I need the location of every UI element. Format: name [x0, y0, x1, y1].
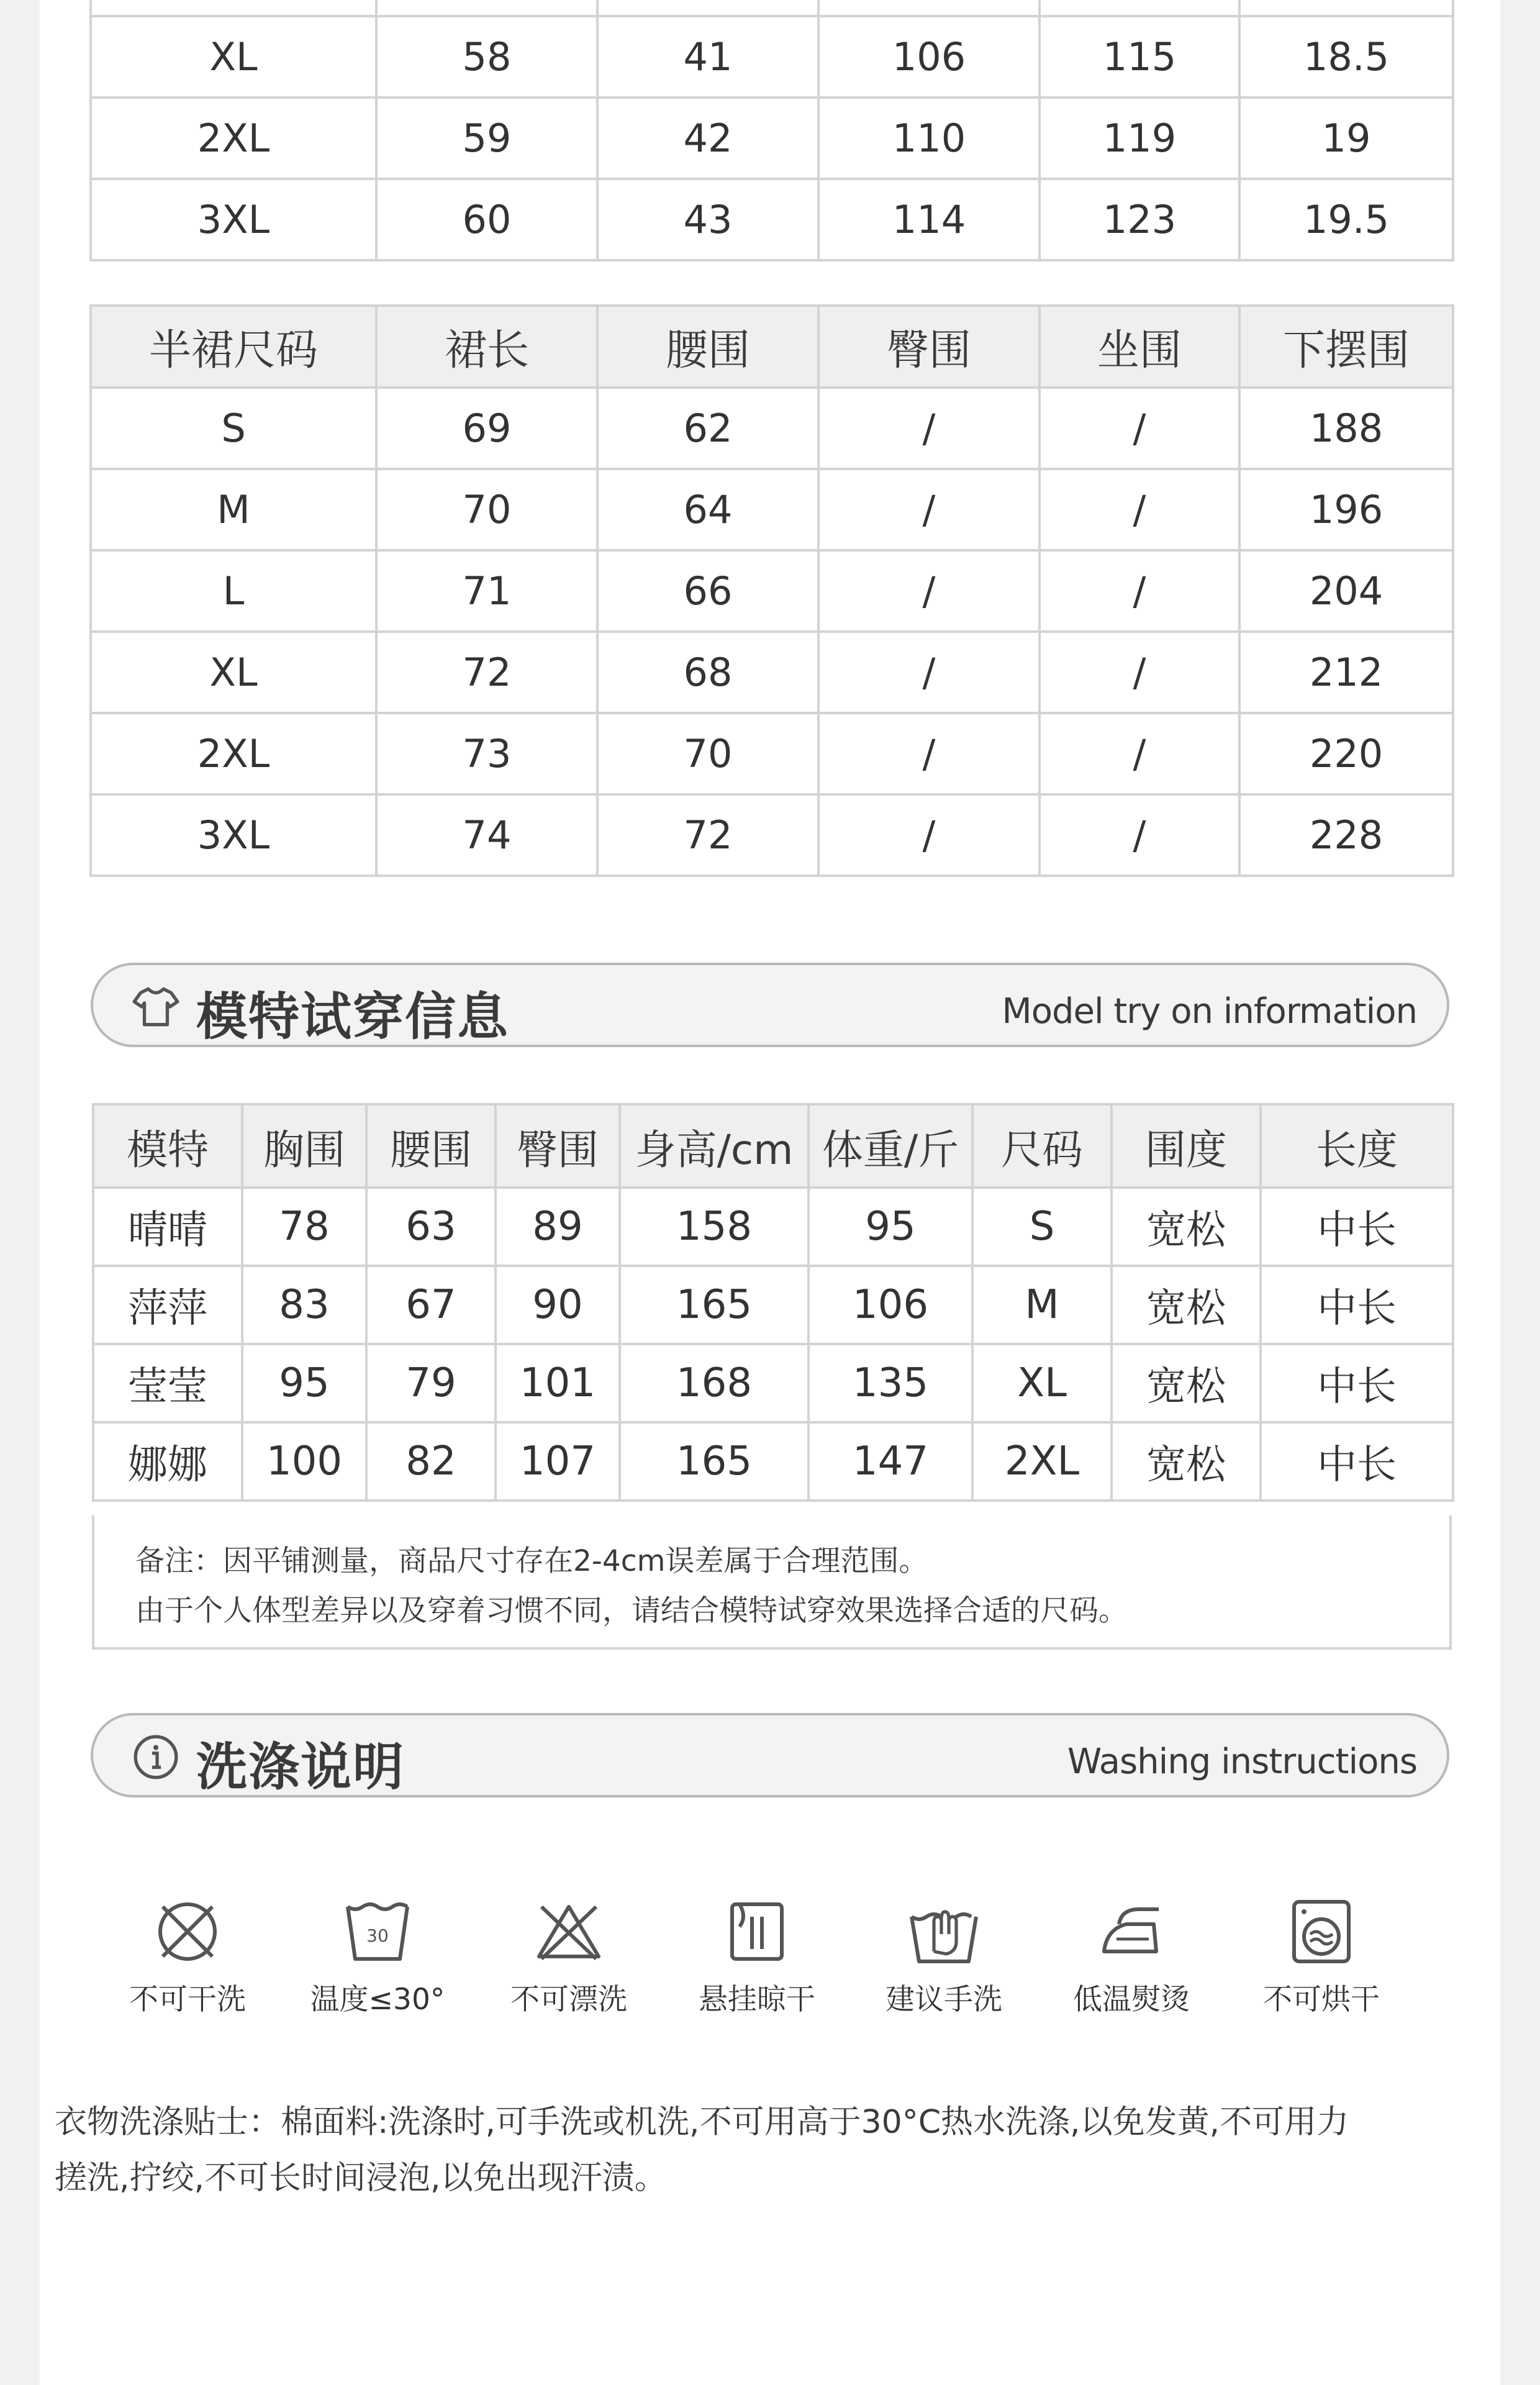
table-cell: / [1040, 388, 1239, 469]
model-name-cell: 娜娜 [93, 1422, 242, 1501]
table-cell: 74 [376, 794, 597, 876]
table-cell: 165 [620, 1422, 808, 1501]
wash-label: 不可烘干 [1263, 1983, 1380, 2017]
table-cell: 19 [1239, 98, 1453, 179]
table-cell: 64 [597, 469, 818, 550]
wash-30-icon [340, 1894, 415, 1969]
table-cell: 83 [242, 1266, 366, 1344]
wash-label: 温度≤30° [310, 1983, 445, 2017]
wash-label: 不可漂洗 [510, 1983, 627, 2017]
wash-item-low-iron [1054, 1894, 1209, 2018]
banner-subtitle: Washing instructions [1067, 1742, 1417, 1782]
column-header: 腰围 [366, 1104, 496, 1188]
column-header: 坐围 [1040, 306, 1239, 388]
table-cell: 168 [620, 1344, 808, 1422]
table-cell: 70 [597, 713, 818, 794]
table-cell: 43 [597, 179, 818, 260]
model-name-cell: 晴晴 [93, 1188, 242, 1266]
table-cell: 中长 [1261, 1422, 1453, 1501]
no-bleach-icon [532, 1894, 606, 1969]
table-cell: 宽松 [1112, 1266, 1261, 1344]
table-cell: 60 [376, 179, 597, 260]
table-cell: 2XL [972, 1422, 1112, 1501]
table-cell: / [818, 794, 1040, 876]
table-cell: 67 [366, 1266, 496, 1344]
table-cell: / [818, 632, 1040, 713]
table-cell: / [818, 469, 1040, 550]
table-cell: 68 [597, 632, 818, 713]
banner-title: 洗涤说明 [196, 1738, 405, 1797]
table-row [91, 388, 1453, 469]
table-cell: XL [972, 1344, 1112, 1422]
washing-tips-line-1: 衣物洗涤贴士：棉面料:洗涤时,可手洗或机洗,不可用高于30°C热水洗涤,以免发黄,不可用力 [55, 2104, 1349, 2141]
table-cell: 100 [242, 1422, 366, 1501]
table-cell: 196 [1239, 469, 1453, 550]
table-cell: 82 [366, 1422, 496, 1501]
table-cell: S [972, 1188, 1112, 1266]
wash-label: 建议手洗 [886, 1983, 1002, 2017]
table-cell: 69 [376, 388, 597, 469]
size-cell: XL [91, 16, 376, 98]
table-cell: / [1040, 794, 1239, 876]
table-cell: / [818, 550, 1040, 632]
wash-label: 悬挂晾干 [699, 1983, 815, 2017]
table-row [91, 713, 1453, 794]
table-cell: 165 [620, 1266, 808, 1344]
column-header: 长度 [1261, 1104, 1453, 1188]
table-cell: 中长 [1261, 1266, 1453, 1344]
size-cell: 2XL [91, 713, 376, 794]
table-cell: 212 [1239, 632, 1453, 713]
table-cell: 宽松 [1112, 1422, 1261, 1501]
table-cell [376, 0, 597, 16]
table-row [91, 16, 1453, 98]
table-cell: M [972, 1266, 1112, 1344]
table-cell: 62 [597, 388, 818, 469]
wash-item-temperature [300, 1894, 455, 2018]
size-cell: S [91, 388, 376, 469]
table-cell: 107 [496, 1422, 620, 1501]
table-cell: 147 [808, 1422, 972, 1501]
note-line-2: 由于个人体型差异以及穿着习惯不同，请结合模特试穿效果选择合适的尺码。 [135, 1594, 1128, 1628]
table-row [93, 1188, 1453, 1266]
table-cell: / [818, 388, 1040, 469]
table-cell: / [1040, 632, 1239, 713]
table-header-row [91, 306, 1453, 388]
banner-title: 模特试穿信息 [196, 988, 510, 1047]
table-cell: 188 [1239, 388, 1453, 469]
column-header: 半裙尺码 [91, 306, 376, 388]
table-row [93, 1266, 1453, 1344]
skirt-size-table [89, 304, 1454, 877]
wash-tub-temperature: 30 [366, 1925, 389, 1946]
shirt-icon [130, 981, 181, 1032]
table-row [91, 98, 1453, 179]
table-row [91, 550, 1453, 632]
table-cell [1239, 0, 1453, 16]
washing-banner [91, 1713, 1449, 1797]
wash-item-no-tumble-dry [1244, 1894, 1399, 2018]
table-row [91, 469, 1453, 550]
table-cell: 中长 [1261, 1188, 1453, 1266]
column-header: 腰围 [597, 306, 818, 388]
table-row [91, 632, 1453, 713]
table-cell: 宽松 [1112, 1344, 1261, 1422]
table-cell: 106 [808, 1266, 972, 1344]
table-cell: 中长 [1261, 1344, 1453, 1422]
table-cell: 106 [818, 16, 1040, 98]
table-cell: 114 [818, 179, 1040, 260]
table-cell: 70 [376, 469, 597, 550]
table-cell: 72 [376, 632, 597, 713]
table-cell: 115 [1040, 16, 1239, 98]
low-iron-icon [1094, 1894, 1169, 1969]
column-header: 臀围 [496, 1104, 620, 1188]
hang-dry-icon [720, 1894, 794, 1969]
size-table-top [89, 0, 1454, 261]
table-cell: 宽松 [1112, 1188, 1261, 1266]
info-icon [130, 1732, 181, 1783]
table-cell: 95 [242, 1344, 366, 1422]
table-cell: 78 [242, 1188, 366, 1266]
table-cell: 63 [366, 1188, 496, 1266]
table-cell: 18.5 [1239, 16, 1453, 98]
model-name-cell: 莹莹 [93, 1344, 242, 1422]
table-cell: 135 [808, 1344, 972, 1422]
table-cell: 220 [1239, 713, 1453, 794]
model-name-cell: 萍萍 [93, 1266, 242, 1344]
banner-subtitle: Model try on information [1002, 991, 1417, 1032]
table-cell: 79 [366, 1344, 496, 1422]
wash-item-hang-dry [679, 1894, 835, 2018]
washing-tips-line-2: 搓洗,拧绞,不可长时间浸泡,以免出现汗渍。 [55, 2160, 667, 2197]
table-cell [1040, 0, 1239, 16]
table-cell [597, 0, 818, 16]
table-cell: / [1040, 713, 1239, 794]
table-cell: 119 [1040, 98, 1239, 179]
table-row [93, 1422, 1453, 1501]
table-cell: 66 [597, 550, 818, 632]
table-cell: 123 [1040, 179, 1239, 260]
wash-item-hand-wash [866, 1894, 1021, 2018]
size-cell: 3XL [91, 179, 376, 260]
column-header: 模特 [93, 1104, 242, 1188]
table-cell: 42 [597, 98, 818, 179]
column-header: 尺码 [972, 1104, 1112, 1188]
wash-item-no-bleach [491, 1894, 646, 2018]
table-cell [91, 0, 376, 16]
wash-label: 低温熨烫 [1073, 1983, 1190, 2017]
table-cell: 204 [1239, 550, 1453, 632]
table-cell: 72 [597, 794, 818, 876]
column-header: 胸围 [242, 1104, 366, 1188]
note-line-1: 备注：因平铺测量，商品尺寸存在2-4cm误差属于合理范围。 [135, 1544, 928, 1578]
table-cell: 89 [496, 1188, 620, 1266]
table-cell: 71 [376, 550, 597, 632]
size-cell: 3XL [91, 794, 376, 876]
size-cell: 2XL [91, 98, 376, 179]
column-header: 下摆围 [1239, 306, 1453, 388]
column-header: 身高/cm [620, 1104, 808, 1188]
model-table-note [92, 1515, 1452, 1650]
table-cell [818, 0, 1040, 16]
table-row-cutoff [91, 0, 1453, 16]
size-cell: M [91, 469, 376, 550]
size-cell: L [91, 550, 376, 632]
column-header: 臀围 [818, 306, 1040, 388]
table-cell: / [818, 713, 1040, 794]
column-header: 体重/斤 [808, 1104, 972, 1188]
model-info-banner [91, 963, 1449, 1047]
table-cell: 101 [496, 1344, 620, 1422]
table-row [91, 179, 1453, 260]
table-row [91, 794, 1453, 876]
table-header-row [93, 1104, 1453, 1188]
table-cell: 58 [376, 16, 597, 98]
table-cell: / [1040, 550, 1239, 632]
hand-wash-icon [907, 1894, 981, 1969]
column-header: 裙长 [376, 306, 597, 388]
no-tumble-dry-icon [1284, 1894, 1359, 1969]
wash-item-no-dry-clean [110, 1894, 265, 2018]
wash-label: 不可干洗 [129, 1983, 246, 2017]
table-cell: 158 [620, 1188, 808, 1266]
table-cell: 110 [818, 98, 1040, 179]
table-cell: 19.5 [1239, 179, 1453, 260]
table-cell: 41 [597, 16, 818, 98]
model-table [92, 1103, 1454, 1502]
table-cell: 59 [376, 98, 597, 179]
table-cell: / [1040, 469, 1239, 550]
table-cell: 228 [1239, 794, 1453, 876]
table-cell: 90 [496, 1266, 620, 1344]
table-row [93, 1344, 1453, 1422]
size-cell: XL [91, 632, 376, 713]
no-dry-clean-icon [150, 1894, 225, 1969]
column-header: 围度 [1112, 1104, 1261, 1188]
table-cell: 95 [808, 1188, 972, 1266]
table-cell: 73 [376, 713, 597, 794]
